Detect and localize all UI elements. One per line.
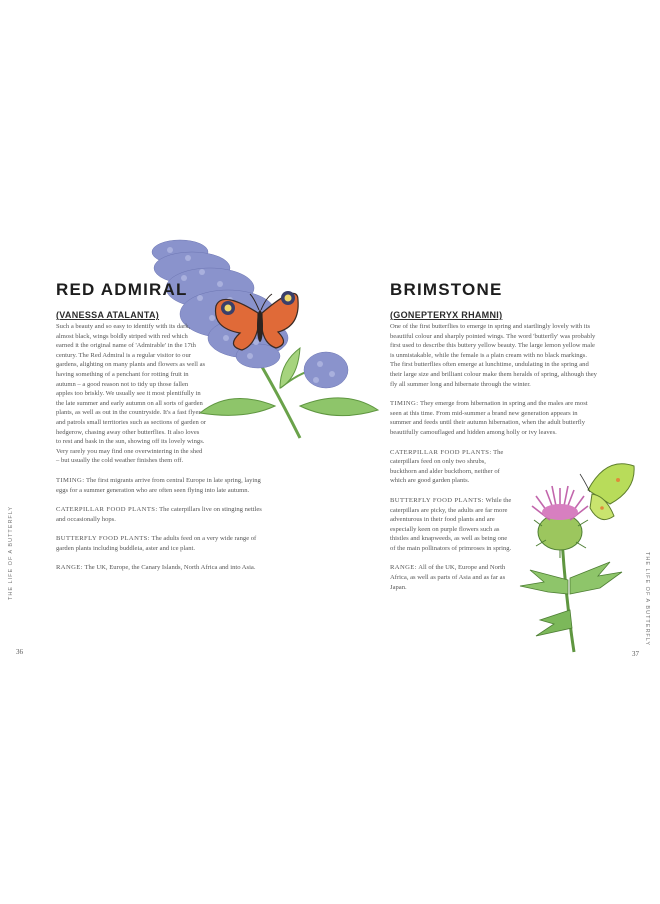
butterfly-food-label: BUTTERFLY FOOD PLANTS: <box>390 496 484 504</box>
intro-paragraph: One of the first butterflies to emerge in spring and startlingly lovely with its beautiful colour and sharply pointed wings. The word 'butterfly' was probably first used to describe this buttery yellow beauty. The large lemon yellow male is unmistakable, while the female is a plain cream with no black markings. The first butterflies often emerge at lunchtime, undulating in the spring and their large size and brilliant colour make them heralds of spring, although they fly all summer long and hibernate through the winter. <box>390 323 597 388</box>
latin-name: (GONEPTERYX RHAMNI) <box>390 310 503 320</box>
butterfly-food-text: The adults feed on a very wide range of garden plants including buddleia, aster and ice plant. <box>56 535 257 552</box>
page-title: BRIMSTONE <box>390 280 503 299</box>
page-number: 37 <box>632 650 639 658</box>
range-label: RANGE: <box>390 564 417 572</box>
caterpillar-food-text: The caterpillars live on stinging nettles and occasionally hops. <box>56 506 262 523</box>
range-text: The UK, Europe, the Canary Islands, North Africa and into Asia. <box>84 564 256 572</box>
timing-paragraph <box>56 476 264 495</box>
timing-label: TIMING: <box>390 400 419 408</box>
spine-title: THE LIFE OF A BUTTERFLY <box>8 505 14 600</box>
timing-paragraph <box>390 399 598 437</box>
range-paragraph <box>390 563 514 592</box>
butterfly-food-paragraph <box>56 534 264 553</box>
caterpillar-food-text: The caterpillars feed on only two shrubs, buckthorn and alder buckthorn, neither of which are good garden plants. <box>390 448 504 485</box>
body-text <box>56 322 264 583</box>
range-label: RANGE: <box>56 564 83 572</box>
butterfly-food-paragraph <box>390 496 514 554</box>
range-paragraph <box>56 563 264 573</box>
timing-text: The first migrants arrive from central Europe in late spring, laying eggs for a summer generation who are often seen flying into late autumn. <box>56 476 261 494</box>
caterpillar-food-label: CATERPILLAR FOOD PLANTS: <box>390 448 492 456</box>
timing-text: They emerge from hibernation in spring and the males are most seen at this time. From mid-summer a brand new generation appears in summer and feeds until their autumn hibernation, when the adult butterfly beautifully camouflaged and hidden among holly or ivy leaves. <box>390 400 588 436</box>
caterpillar-food-paragraph <box>56 505 264 524</box>
caterpillar-food-paragraph <box>390 448 514 486</box>
timing-label: TIMING: <box>56 476 85 484</box>
spine-title: THE LIFE OF A BUTTERFLY <box>644 552 650 647</box>
page-number: 36 <box>16 648 23 656</box>
range-text: All of the UK, Europe and North Africa, as well as parts of Asia and as far as Japan. <box>390 564 506 591</box>
right-page <box>330 0 660 904</box>
latin-name: (VANESSA ATALANTA) <box>56 310 160 320</box>
intro-paragraph: Such a beauty and so easy to identify with its dark, almost black, wings boldly striped with red which earned it the original name of 'Admirable' in the 17th century. The Red Admiral is a regular visitor to our gardens, alighting on many plants and flowers as well as having something of a penchant for rotting fruit in autumn – a good reason not to tidy up those fallen apples too briskly. We usually see it most plentifully in the late summer and early autumn on all sorts of garden plants, as well as out in the countryside. It's a fast flyer and patrols small territories such as sections of garden or hedgerow, chasing away other butterflies. It also loves to rest and bask in the sun, showing off its lovely wings. Very rarely you may find one overwintering in the shed – but usually the cold weather finishes them off. <box>56 323 206 465</box>
butterfly-food-text: While the caterpillars are picky, the adults are far more adventurous in their food plants and are especially keen on purple flowers such as thistles and knapweeds, as well as being one of the main pollinators of primroses in spring. <box>390 496 512 552</box>
caterpillar-food-label: CATERPILLAR FOOD PLANTS: <box>56 506 158 514</box>
butterfly-food-label: BUTTERFLY FOOD PLANTS: <box>56 535 150 543</box>
page-title: RED ADMIRAL <box>56 280 188 299</box>
body-text <box>390 322 598 602</box>
